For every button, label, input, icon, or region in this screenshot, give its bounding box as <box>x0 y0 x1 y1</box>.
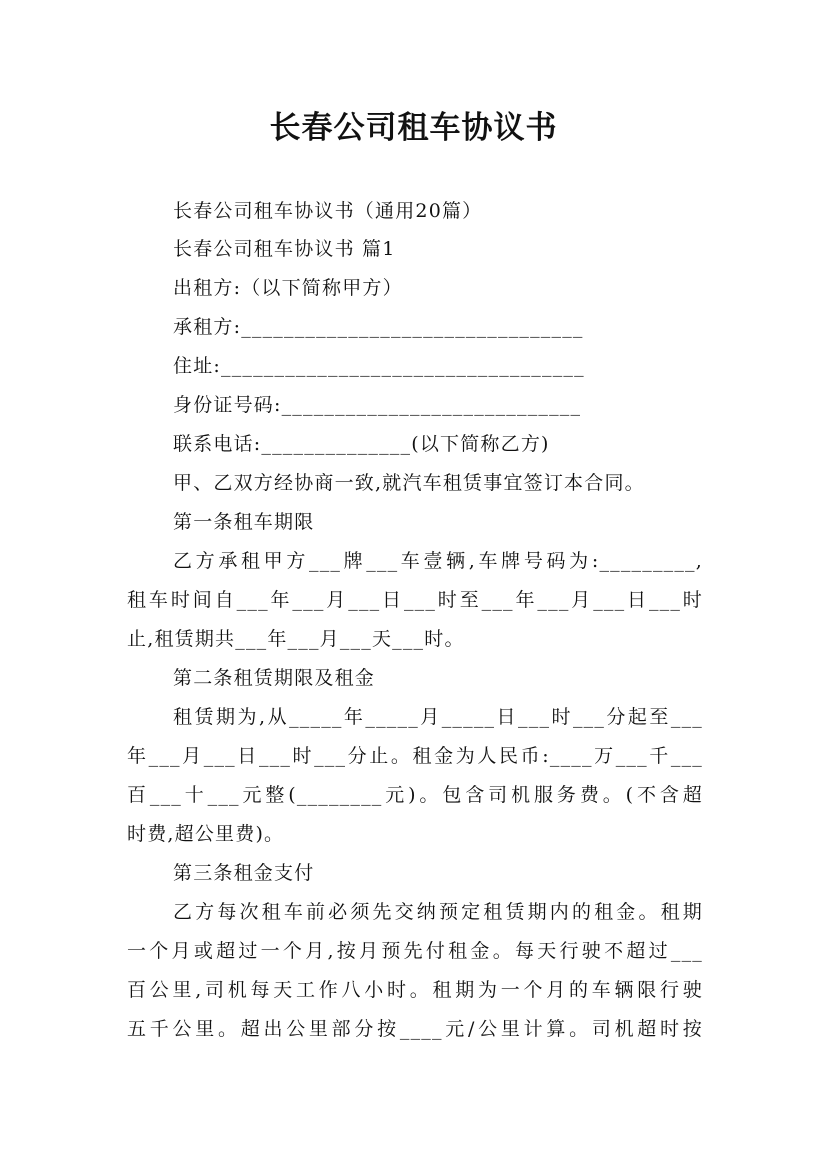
paragraph-line: 乙方承租甲方___牌___车壹辆,车牌号码为:_________, <box>173 550 703 572</box>
phone-line: 联系电话:______________(以下简称乙方) <box>173 433 550 455</box>
paragraph-line: 租赁期为,从_____年_____月_____日___时___分起至___ <box>173 706 703 728</box>
lessee-line: 承租方:________________________________ <box>173 316 584 338</box>
paragraph-line: 乙方每次租车前必须先交纳预定租赁期内的租金。租期 <box>173 901 703 923</box>
document-title: 长春公司租车协议书 <box>269 110 558 146</box>
lessor-line: 出租方:（以下简称甲方） <box>173 277 403 299</box>
paragraph-line: 百公里,司机每天工作八小时。租期为一个月的车辆限行驶 <box>127 979 703 1001</box>
address-line: 住址:__________________________________ <box>173 355 585 377</box>
article-heading-1: 第一条租车期限 <box>173 511 315 533</box>
id-number-line: 身份证号码:____________________________ <box>173 394 582 416</box>
paragraph-line: 五千公里。超出公里部分按____元/公里计算。司机超时按 <box>127 1018 703 1040</box>
paragraph-line: 租车时间自___年___月___日___时至___年___月___日___时 <box>127 589 703 611</box>
paragraph-line: 一个月或超过一个月,按月预先付租金。每天行驶不超过___ <box>127 940 703 962</box>
section-heading: 长春公司租车协议书 篇1 <box>173 238 396 260</box>
paragraph-line: 百___十___元整(________元)。包含司机服务费。(不含超 <box>127 784 703 806</box>
paragraph-line: 止,租赁期共___年___月___天___时。 <box>127 628 465 650</box>
agreement-intro: 甲、乙双方经协商一致,就汽车租赁事宜签订本合同。 <box>173 472 645 494</box>
paragraph-line: 年___月___日___时___分止。租金为人民币:____万___千___ <box>127 745 703 767</box>
article-heading-2: 第二条租赁期限及租金 <box>173 667 376 689</box>
article-heading-3: 第三条租金支付 <box>173 862 315 884</box>
subtitle-line: 长春公司租车协议书（通用20篇） <box>173 200 483 222</box>
paragraph-line: 时费,超公里费)。 <box>127 823 285 845</box>
